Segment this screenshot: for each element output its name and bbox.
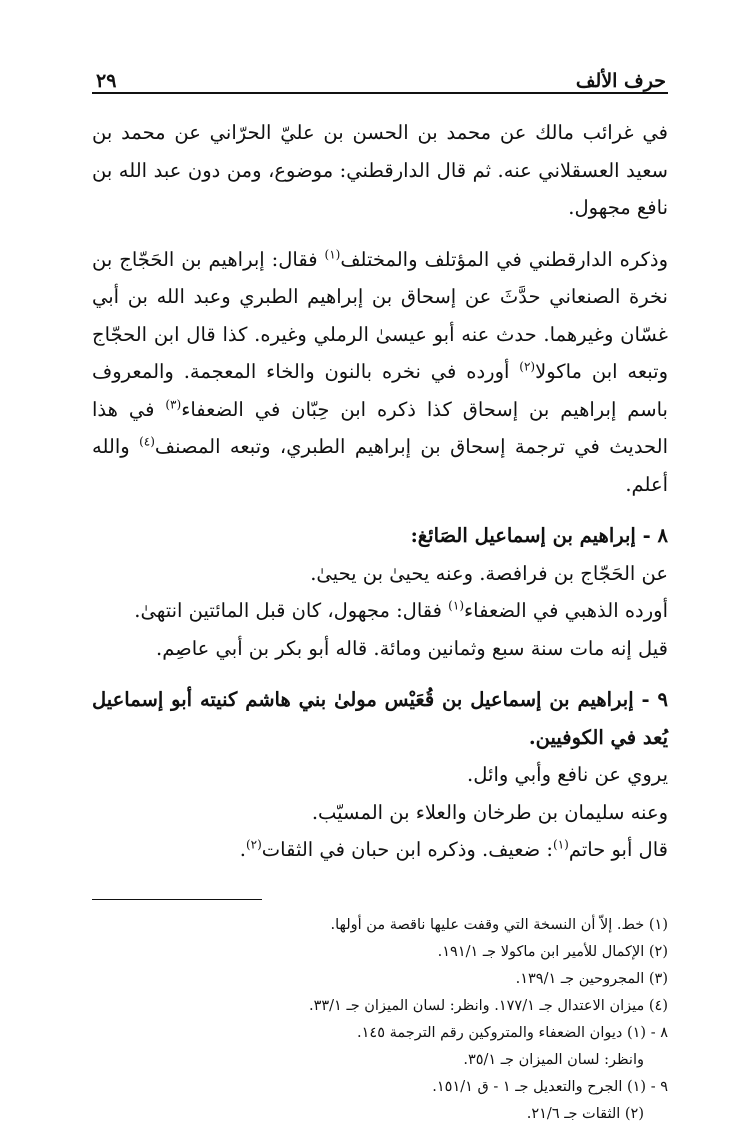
text-segment: والله أعلم. (92, 435, 668, 496)
entry-8-heading: ٨ - إبراهيم بن إسماعيل الصَائغ: (410, 524, 668, 547)
footnote-ref: (١) (448, 598, 464, 613)
footnotes (92, 912, 668, 1128)
footnote-ref: (١) (324, 247, 341, 261)
footnote-ref: (٣) (165, 397, 182, 411)
text-segment: فقال: إبراهيم بن الحَجّاج بن نخرة الصنعاني حدَّثَ عن إسحاق بن إبراهيم الطبري وعبد الله بن أبي غسّان وغيرهما. حدث عنه أبو عيسىٰ الرملي وغيره. كذا قال ابن الحجّاج وتبعه ابن ماكولا (92, 247, 669, 383)
page-header (92, 60, 668, 94)
footnote: وانظر: لسان الميزان جـ ٣٥/١. (463, 1051, 644, 1068)
entry-8-line: قيل إنه مات سنة سبع وثمانين ومائة. قاله أبو بكر بن أبي عاصِم. (156, 636, 668, 660)
entry-9-line: وعنه سليمان بن طرخان والعلاء بن المسيّب. (311, 800, 668, 824)
text-segment: أورده الذهبي في الضعفاء (464, 599, 668, 622)
paragraph-2 (92, 241, 668, 504)
book-page (92, 60, 668, 1128)
text-segment: في هذا الحديث في ترجمة إسحاق بن إبراهيم الطبري، وتبعه المصنف (92, 397, 669, 458)
chapter-title: حرف الألف (575, 70, 666, 92)
footnote: ٨ - (١) ديوان الضعفاء والمتروكين رقم الترجمة ١٤٥. (357, 1024, 668, 1041)
footnote: (٢) الإكمال للأمير ابن ماكولا جـ ١٩١/١. (437, 943, 668, 960)
entry-9-heading: ٩ - إبراهيم بن إسماعيل بن قُعَيْس مولىٰ بني هاشم كنيته أبو إسماعيل يُعد في الكوفيين. (92, 688, 668, 749)
text-segment: : ضعيف. وذكره ابن حبان في الثقات (261, 838, 554, 861)
footnote-ref: (٢) (245, 837, 262, 852)
text-segment: قال أبو حاتم (568, 838, 668, 861)
footnote: (١) خط. إلاّ أن النسخة التي وقفت عليها ناقصة من أولها. (330, 916, 668, 933)
footnote: (٢) الثقات جـ ٢١/٦. (526, 1105, 644, 1122)
footnote-ref: (١) (553, 837, 569, 852)
footnote: (٤) ميزان الاعتدال جـ ١٧٧/١. وانظر: لسان الميزان جـ ٣٣/١. (308, 997, 668, 1014)
footnote-ref: (٢) (519, 359, 536, 374)
entry-9-line (92, 831, 668, 869)
entry-8-line: عن الحَجّاج بن فرافصة. وعنه يحيىٰ بن يحيىٰ. (310, 561, 668, 585)
footnote-ref: (٤) (139, 434, 155, 449)
page-body (92, 114, 668, 869)
paragraph-1: في غرائب مالك عن محمد بن الحسن بن عليّ الحرّاني عن محمد بن سعيد العسقلاني عنه. ثم قال الدارقطني: موضوع، ومن دون عبد الله بن نافع مجهول. (92, 121, 668, 219)
page-number: ٢٩ (96, 70, 117, 92)
footnote: (٣) المجروحين جـ ١٣٩/١. (515, 970, 668, 987)
entry-9-line: يروي عن نافع وأبي وائل. (467, 763, 668, 786)
text-segment: وذكره الدارقطني في المؤتلف والمختلف (340, 247, 668, 271)
entry-8-line (92, 592, 668, 630)
text-segment: . (239, 838, 246, 861)
footnote: ٩ - (١) الجرح والتعديل جـ ١ - ق ١٥١/١. (432, 1078, 668, 1095)
footnote-divider (92, 899, 262, 900)
text-segment: فقال: مجهول، كان قبل المائتين انتهىٰ. (134, 599, 449, 622)
text-segment: أورده في نخره بالنون والخاء المعجمة. والمعروف باسم إبراهيم بن إسحاق كذا ذكره ابن حِبّان في الضعفاء (92, 360, 668, 421)
